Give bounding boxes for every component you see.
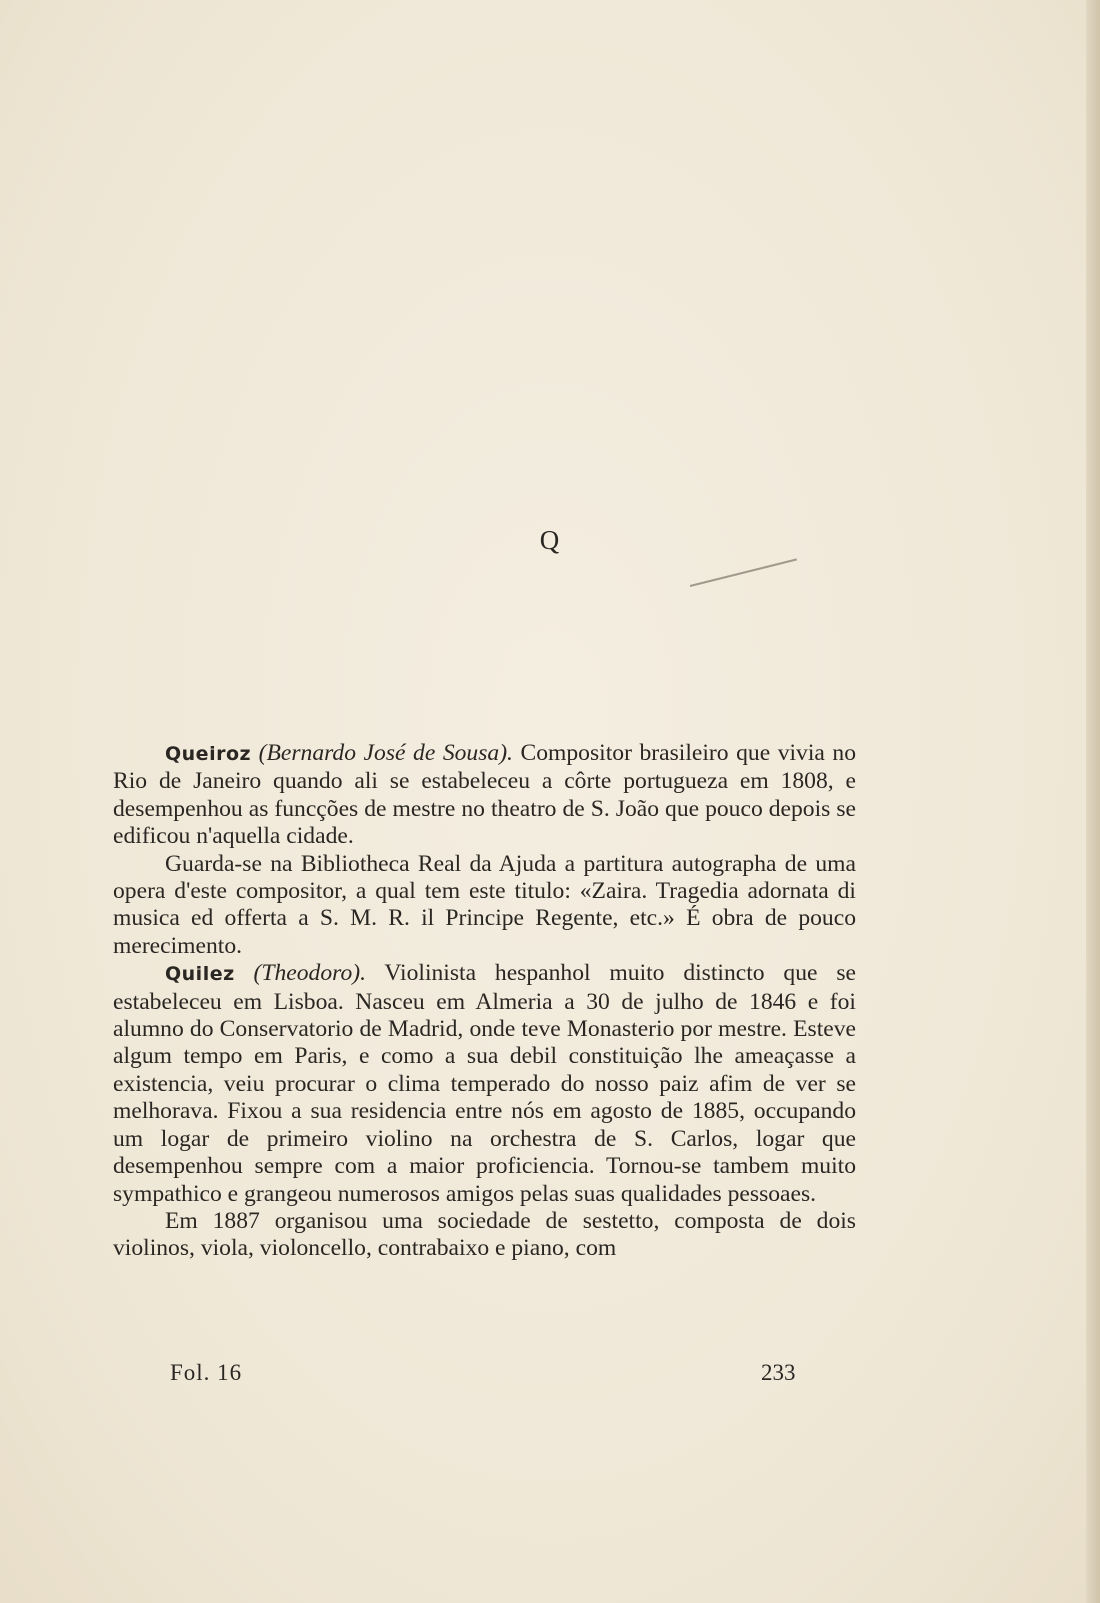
- page-footer: [113, 1360, 856, 1390]
- entry-headword: Queiroz: [165, 743, 252, 765]
- entry-paragraph: Guarda-se na Bibliotheca Real da Ajuda a partitura autographa de uma opera d'este compositor, a qual tem este titulo: «Zaira. Tragedia adornata di musica ed offerta a S. M. R. il Principe Regente, etc.» É obra de pouco merecimento.: [113, 850, 856, 959]
- entry-parenthetical: (Bernardo José de Sousa).: [258, 740, 513, 766]
- dictionary-text: [113, 740, 856, 1263]
- page-number: 233: [761, 1360, 796, 1385]
- entry-queiroz: [113, 740, 856, 851]
- entry-paragraph: Em 1887 organisou uma sociedade de sestetto, composta de dois violinos, viola, violoncello, contrabaixo e piano, com: [113, 1207, 856, 1262]
- entry-headword: Quilez: [165, 963, 235, 986]
- entry-paragraph: Compositor brasileiro que vivia no Rio de Janeiro quando ali se estabeleceu a côrte portugueza em 1808, e desempenhou as funcções de mestre no theatro de S. João que pouco depois se edificou n'aquella cidade.: [113, 740, 857, 850]
- signature-mark: Fol. 16: [170, 1360, 243, 1385]
- section-letter: Q: [539, 525, 561, 555]
- entry-paragraph: Violinista hespanhol muito distincto que se estabeleceu em Lisboa. Nasceu em Almeria a 30 de julho de 1846 e foi alumno do Conservatorio de Madrid, onde teve Monasterio por mestre. Esteve algum tempo em Paris, e como a sua debil constituição lhe ameaçasse a existencia, veiu procurar o clima temperado do nosso paiz afim de ver se melhorava. Fixou a sua residencia entre nós em agosto de 1885, occupando um logar de primeiro violino na orchestra de S. Carlos, logar que desempenhou sempre com a maior proficiencia. Tornou-se tambem muito sympathico e grangeou numerosos amigos pelas suas qualidades pessoaes.: [113, 960, 856, 1207]
- entry-quilez: [113, 960, 856, 1208]
- entry-parenthetical: (Theodoro).: [253, 960, 366, 987]
- page-edge: [1086, 0, 1100, 1603]
